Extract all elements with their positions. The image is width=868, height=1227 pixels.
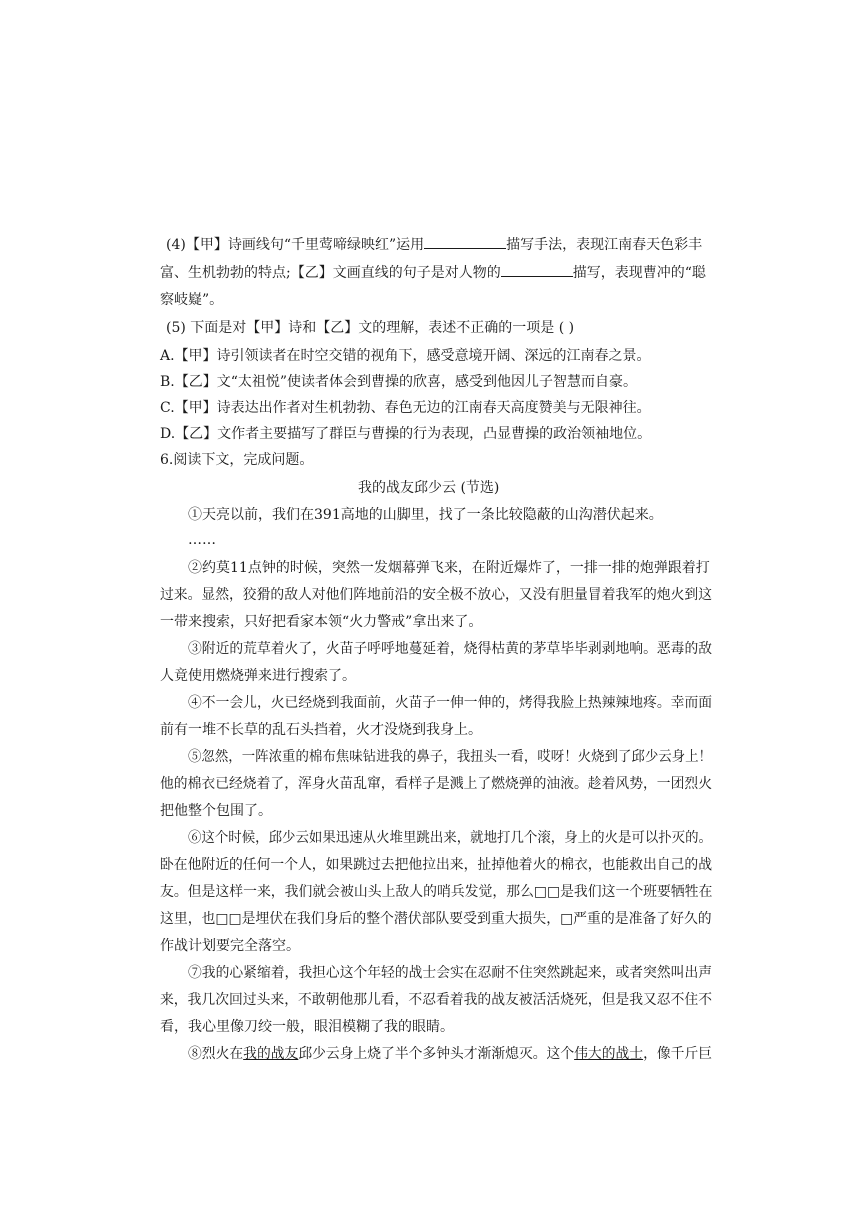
q4-text-2a: 富、生机勃勃的特点;【乙】文画直线的句子是对人物的 [160, 265, 501, 281]
q4-line-1 [166, 234, 702, 254]
paragraph-3-line-1: ③附近的荒草着火了，火苗子呼呼地蔓延着，烧得枯黄的茅草毕毕剥剥地响。恶毒的敌 [188, 641, 713, 657]
ellipsis: …… [188, 532, 216, 548]
article-title: 我的战友邱少云 (节选) [358, 480, 500, 496]
q4-line-2 [160, 262, 706, 282]
paragraph-6-line-5: 作战计划要完全落空。 [160, 938, 300, 954]
q5-option-b[interactable]: B.【乙】文“太祖悦”使读者体会到曹操的欣喜，感受到他因儿子智慧而自豪。 [160, 374, 638, 390]
paragraph-2-line-2: 过来。显然，狡猾的敌人对他们阵地前沿的安全极不放心，又没有胆量冒着我军的炮火到这 [160, 587, 712, 603]
paragraph-3-line-2: 人竟使用燃烧弹来进行搜索了。 [160, 668, 356, 684]
paragraph-7-line-1: ⑦我的心紧缩着，我担心这个年轻的战士会实在忍耐不住突然跳起来，或者突然叫出声 [188, 965, 713, 981]
paragraph-5-line-3: 把他整个包围了。 [160, 803, 272, 819]
paragraph-4-line-2: 前有一堆不长草的乱石头挡着，火才没烧到我身上。 [160, 722, 482, 738]
q4-blank-1[interactable] [424, 234, 506, 249]
q5-option-c[interactable]: C.【甲】诗表达出作者对生机勃勃、春色无边的江南春天高度赞美与无限神往。 [160, 400, 651, 416]
q4-text-2b: 描写，表现曹冲的“聪 [572, 265, 706, 281]
q5-option-d[interactable]: D.【乙】文作者主要描写了群臣与曹操的行为表现，凸显曹操的政治领袖地位。 [160, 426, 652, 442]
paragraph-6-line-1: ⑥这个时候，邱少云如果迅速从火堆里跳出来，就地打几个滚，身上的火是可以扑灭的。 [188, 830, 712, 846]
paragraph-8-text-a: ⑧烈火在 [188, 1046, 244, 1062]
underlined-phrase-great-soldier: 伟大的战士 [574, 1046, 644, 1062]
paragraph-6-line-4: 这里，也□□是埋伏在我们身后的整个潜伏部队要受到重大损失，□严重的是准备了好久的 [160, 911, 712, 927]
paragraph-8-line-1 [188, 1044, 712, 1064]
paragraph-7-line-3: 看，我心里像刀绞一般，眼泪模糊了我的眼睛。 [160, 1019, 454, 1035]
q4-blank-2[interactable] [501, 262, 573, 277]
q6-stem: 6.阅读下文，完成问题。 [160, 452, 314, 468]
paragraph-2-line-3: 一带来搜索，只好把看家本领“火力警戒”拿出来了。 [160, 614, 483, 630]
q4-text-1b: 描写手法，表现江南春天色彩丰 [506, 237, 703, 253]
paragraph-7-line-2: 来，我几次回过头来，不敢朝他那儿看，不忍看着我的战友被活活烧死，但是我又忍不住不 [160, 992, 712, 1008]
underlined-phrase-my-comrade: 我的战友 [243, 1046, 299, 1062]
paragraph-5-line-2: 他的棉衣已经烧着了，浑身火苗乱窜，看样子是溅上了燃烧弹的油液。趁着风势，一团烈火 [160, 776, 712, 792]
paragraph-2-line-1: ②约莫11点钟的时候，突然一发烟幕弹飞来，在附近爆炸了，一排一排的炮弹跟着打 [188, 560, 710, 576]
paragraph-4-line-1: ④不一会儿，火已经烧到我面前，火苗子一伸一伸的，烤得我脸上热辣辣地疼。幸而面 [188, 695, 713, 711]
q5-option-a[interactable]: A.【甲】诗引领读者在时空交错的视角下，感受意境开阔、深远的江南春之景。 [160, 348, 651, 364]
paragraph-1: ①天亮以前，我们在391高地的山脚里，找了一条比较隐蔽的山沟潜伏起来。 [188, 507, 663, 523]
q5-stem: (5) 下面是对【甲】诗和【乙】文的理解，表述不正确的一项是 ( ) [166, 320, 575, 336]
paragraph-6-line-2: 卧在他附近的任何一个人，如果跳过去把他拉出来，扯掉他着火的棉衣，也能救出自己的战 [160, 857, 712, 873]
paragraph-5-line-1: ⑤忽然，一阵浓重的棉布焦味钻进我的鼻子，我扭头一看，哎呀！火烧到了邱少云身上！ [188, 749, 712, 765]
paragraph-8-text-b: 邱少云身上烧了半个多钟头才渐渐熄灭。这个 [298, 1046, 575, 1062]
paragraph-6-line-3: 友。但是这样一来，我们就会被山头上敌人的哨兵发觉，那么□□是我们这一个班要牺牲在 [160, 884, 713, 900]
q4-line-3: 察岐嶷”。 [160, 292, 224, 308]
paragraph-8-text-c: ，像千斤巨 [643, 1046, 713, 1062]
q4-text-1a: (4)【甲】诗画线句“千里莺啼绿映红”运用 [166, 237, 425, 253]
